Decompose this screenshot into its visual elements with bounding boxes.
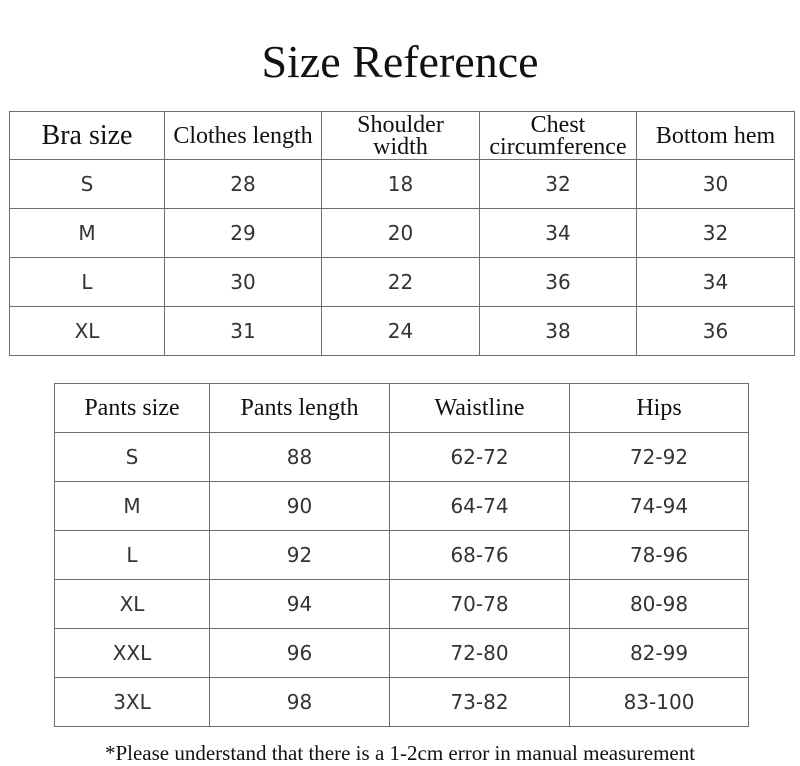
bra-header-label-line-2: circumference	[489, 133, 627, 160]
page-title: Size Reference	[261, 36, 539, 87]
table-row	[55, 629, 749, 678]
table-cell: M	[55, 482, 210, 531]
table-row	[10, 160, 795, 209]
pants-size-table	[54, 383, 749, 727]
pants-header-pants-size: Pants size	[55, 384, 210, 433]
table-row	[10, 258, 795, 307]
table-cell: 72-80	[390, 629, 570, 678]
table-cell: 78-96	[570, 531, 749, 580]
pants-table-header-row	[55, 384, 749, 433]
table-cell: 90	[210, 482, 390, 531]
table-cell: 83-100	[570, 678, 749, 727]
bra-header-shoulder-width	[322, 112, 480, 160]
pants-header-waistline: Waistline	[390, 384, 570, 433]
table-cell: 24	[322, 307, 480, 356]
table-cell: L	[55, 531, 210, 580]
bra-header-label-line-1: Shoulder	[357, 111, 444, 138]
table-cell: 18	[322, 160, 480, 209]
table-cell: 98	[210, 678, 390, 727]
table-cell: 62-72	[390, 433, 570, 482]
table-cell: 34	[480, 209, 637, 258]
table-cell: 30	[637, 160, 795, 209]
table-cell: 36	[637, 307, 795, 356]
table-cell: 73-82	[390, 678, 570, 727]
table-cell: M	[10, 209, 165, 258]
table-cell: 96	[210, 629, 390, 678]
bra-header-clothes-length	[165, 112, 322, 160]
table-cell: 64-74	[390, 482, 570, 531]
table-cell: 36	[480, 258, 637, 307]
table-cell: 38	[480, 307, 637, 356]
table-cell: 72-92	[570, 433, 749, 482]
table-cell: 80-98	[570, 580, 749, 629]
table-cell: XL	[55, 580, 210, 629]
table-cell: 82-99	[570, 629, 749, 678]
table-row	[55, 678, 749, 727]
bra-header-bra-size	[10, 112, 165, 160]
bra-header-label-line-2: width	[373, 133, 428, 160]
bra-table-header-row	[10, 112, 795, 160]
table-cell: 94	[210, 580, 390, 629]
table-cell: 92	[210, 531, 390, 580]
table-row	[55, 580, 749, 629]
table-cell: 20	[322, 209, 480, 258]
table-cell: 74-94	[570, 482, 749, 531]
table-cell: S	[55, 433, 210, 482]
table-cell: 29	[165, 209, 322, 258]
bra-header-bottom-hem	[637, 112, 795, 160]
bra-header-label-line-1: Chest	[530, 111, 586, 138]
pants-header-pants-length: Pants length	[210, 384, 390, 433]
table-cell: 30	[165, 258, 322, 307]
table-row	[10, 209, 795, 258]
table-cell: L	[10, 258, 165, 307]
bra-header-label: Bottom hem	[655, 122, 776, 149]
bra-size-table	[9, 111, 795, 356]
table-cell: 3XL	[55, 678, 210, 727]
table-cell: XXL	[55, 629, 210, 678]
pants-header-hips: Hips	[570, 384, 749, 433]
bra-header-label: Bra size	[41, 119, 133, 151]
table-row	[55, 482, 749, 531]
table-row	[55, 531, 749, 580]
table-cell: 28	[165, 160, 322, 209]
table-cell: 34	[637, 258, 795, 307]
table-cell: 32	[480, 160, 637, 209]
table-cell: 22	[322, 258, 480, 307]
bra-header-label: Clothes length	[173, 122, 313, 149]
table-cell: 31	[165, 307, 322, 356]
bra-header-chest-circumference	[480, 112, 637, 160]
table-cell: XL	[10, 307, 165, 356]
table-cell: S	[10, 160, 165, 209]
table-cell: 70-78	[390, 580, 570, 629]
table-cell: 88	[210, 433, 390, 482]
table-cell: 68-76	[390, 531, 570, 580]
measurement-error-note: *Please understand that there is a 1-2cm error in manual measurement	[104, 741, 696, 765]
table-row	[10, 307, 795, 356]
table-row	[55, 433, 749, 482]
table-cell: 32	[637, 209, 795, 258]
